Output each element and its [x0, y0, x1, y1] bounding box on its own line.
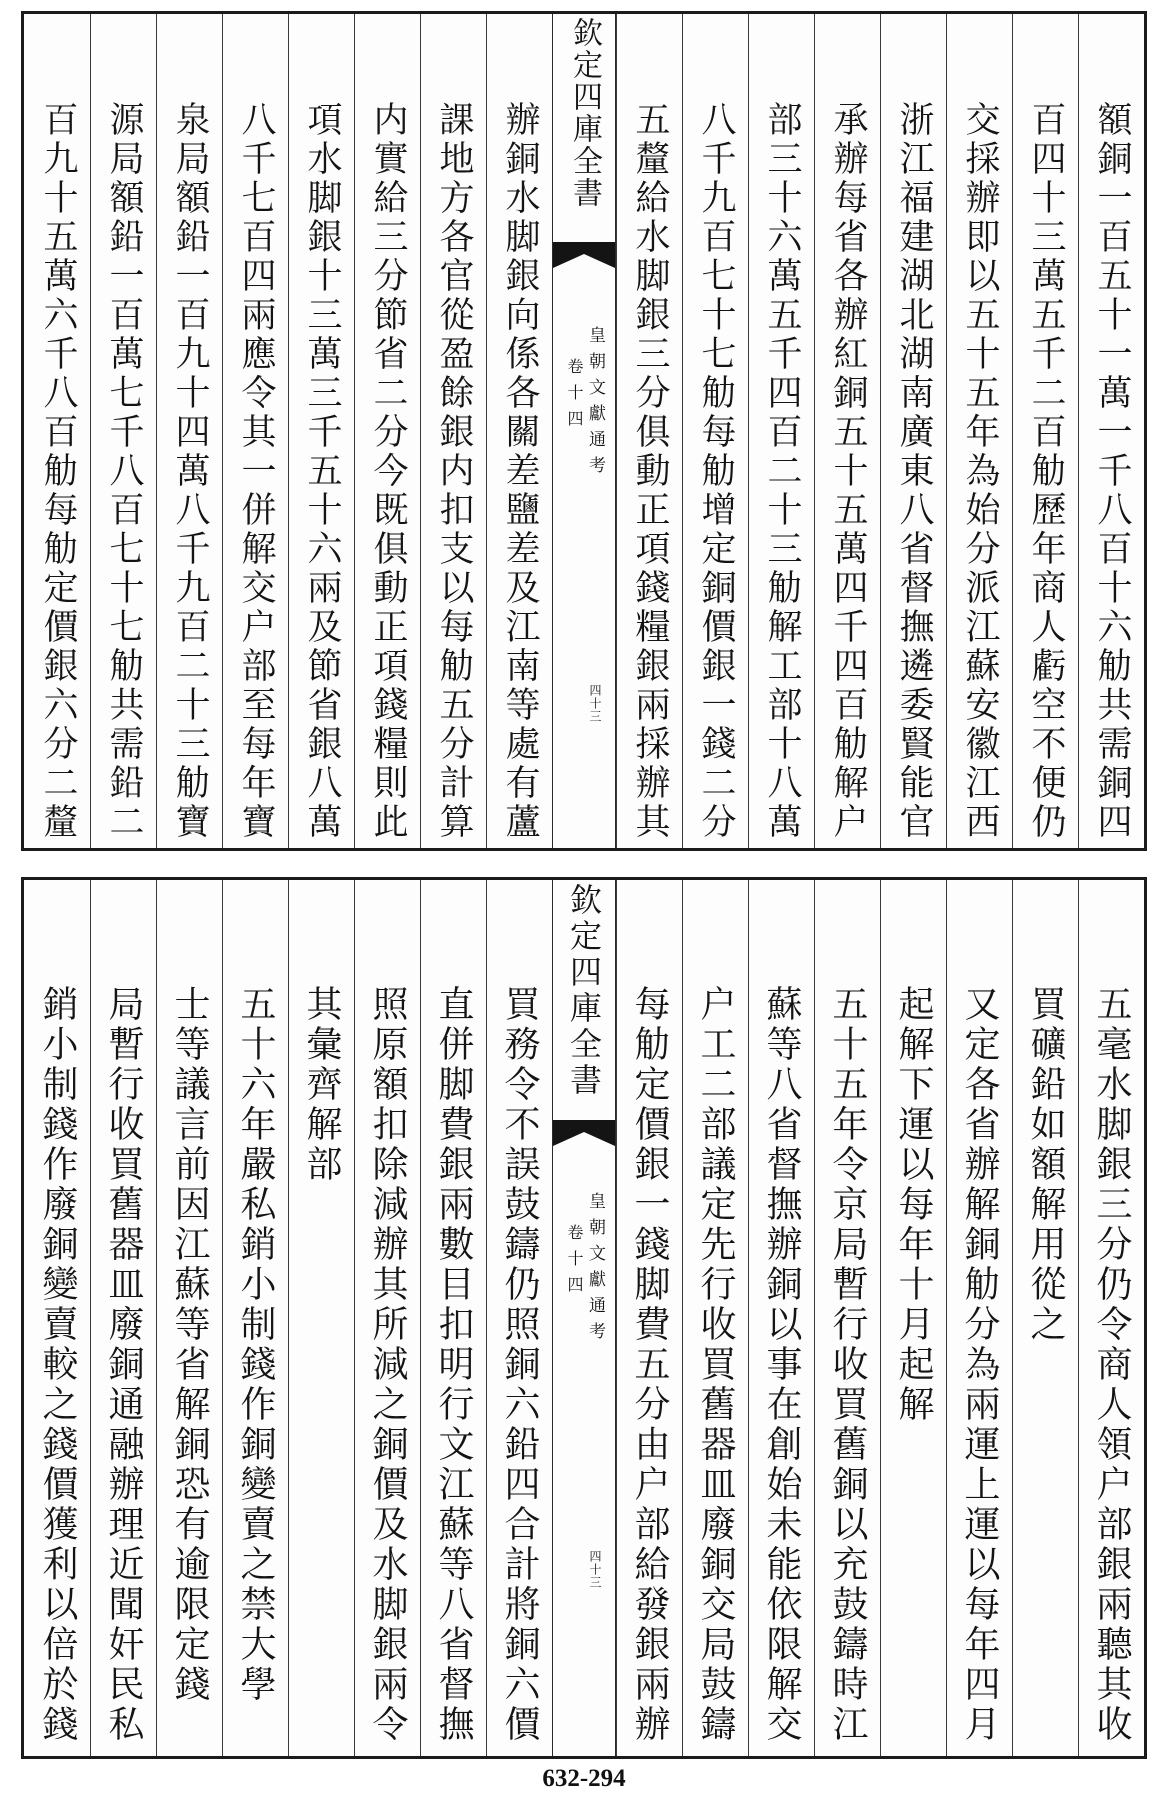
text-column: 其彙齊解部 [288, 880, 354, 1756]
text-column: 照原額扣除減辦其所減之銅價及水脚銀兩令 [354, 880, 420, 1756]
text-column: 士等議言前因江蘇等省解銅恐有逾限定錢 [156, 880, 222, 1756]
text-column: 買礦鉛如額解用從之 [1012, 880, 1078, 1756]
text-column: 蘇等八省督撫辦銅以事在創始未能依限解交 [748, 880, 814, 1756]
text-column: 五毫水脚銀三分仍令商人領户部銀兩聽其收 [1078, 880, 1144, 1756]
text-column: 額銅一百五十一萬一千八百十六觔共需銅四 [1078, 14, 1144, 848]
center-fold [552, 14, 616, 848]
center-folio: 四十三 [588, 1550, 602, 1589]
text-column: 五十五年令京局暫行收買舊銅以充鼓鑄時江 [814, 880, 880, 1756]
text-column: 課地方各官從盈餘銀内扣支以每觔五分計算 [420, 14, 486, 848]
page-panel-top [21, 11, 1147, 851]
text-column: 項水脚銀十三萬三千五十六兩及節省銀八萬 [288, 14, 354, 848]
text-column: 部三十六萬五千四百二十三觔解工部十八萬 [748, 14, 814, 848]
text-column: 源局額鉛一百萬七千八百七十七觔共需鉛二 [90, 14, 156, 848]
text-column: 八千七百四兩應令其一併解交户部至每年寶 [222, 14, 288, 848]
center-title: 欽定四庫全書 [565, 883, 603, 1099]
text-column: 五十六年嚴私銷小制錢作銅變賣之禁大學 [222, 880, 288, 1756]
center-book-title: 皇朝文獻通考 [585, 326, 605, 482]
text-column: 交採辦即以五十五年為始分派江蘇安徽江西 [946, 14, 1012, 848]
text-column: 局暫行收買舊器皿廢銅通融辦理近聞奸民私 [90, 880, 156, 1756]
text-column: 百九十五萬六千八百觔每觔定價銀六分二釐 [38, 101, 78, 842]
text-column: 又定各省辦解銅觔分為兩運上運以每年四月 [946, 880, 1012, 1756]
center-book-title: 皇朝文獻通考 [585, 1192, 605, 1348]
text-column: 内實給三分節省二分今既俱動正項錢糧則此 [354, 14, 420, 848]
fishtail-mark [553, 242, 615, 272]
text-column: 八千九百七十七觔每觔增定銅價銀一錢二分 [682, 14, 748, 848]
page-footer-number: 632-294 [542, 1765, 626, 1792]
center-fold [552, 880, 616, 1756]
text-column: 辦銅水脚銀向係各關差鹽差及江南等處有蘆 [486, 14, 552, 848]
text-column: 每觔定價銀一錢脚費五分由户部給發銀兩辦 [616, 880, 682, 1756]
center-folio: 四十三 [588, 684, 602, 723]
text-column: 泉局額鉛一百九十四萬八千九百二十三觔寶 [156, 14, 222, 848]
text-column: 起解下運以每年十月起解 [880, 880, 946, 1756]
center-juan: 卷十四 [565, 1224, 584, 1302]
text-column: 買務令不誤鼓鑄仍照銅六鉛四合計將銅六價 [486, 880, 552, 1756]
text-column: 百四十三萬五千二百觔歷年商人虧空不便仍 [1012, 14, 1078, 848]
text-column: 户工二部議定先行收買舊器皿廢銅交局鼓鑄 [682, 880, 748, 1756]
text-column: 浙江福建湖北湖南廣東八省督撫遴委賢能官 [880, 14, 946, 848]
center-juan: 卷十四 [565, 358, 584, 436]
text-column: 五釐給水脚銀三分俱動正項錢糧銀兩採辦其 [616, 14, 682, 848]
center-title: 欽定四庫全書 [567, 17, 602, 209]
text-column: 直併脚費銀兩數目扣明行文江蘇等八省督撫 [420, 880, 486, 1756]
fishtail-mark [553, 1120, 615, 1150]
text-column: 銷小制錢作廢銅變賣較之錢價獲利以倍於錢 [37, 985, 78, 1745]
page-panel-bottom [21, 877, 1147, 1759]
text-column: 承辦每省各辦紅銅五十五萬四千四百觔解户 [814, 14, 880, 848]
